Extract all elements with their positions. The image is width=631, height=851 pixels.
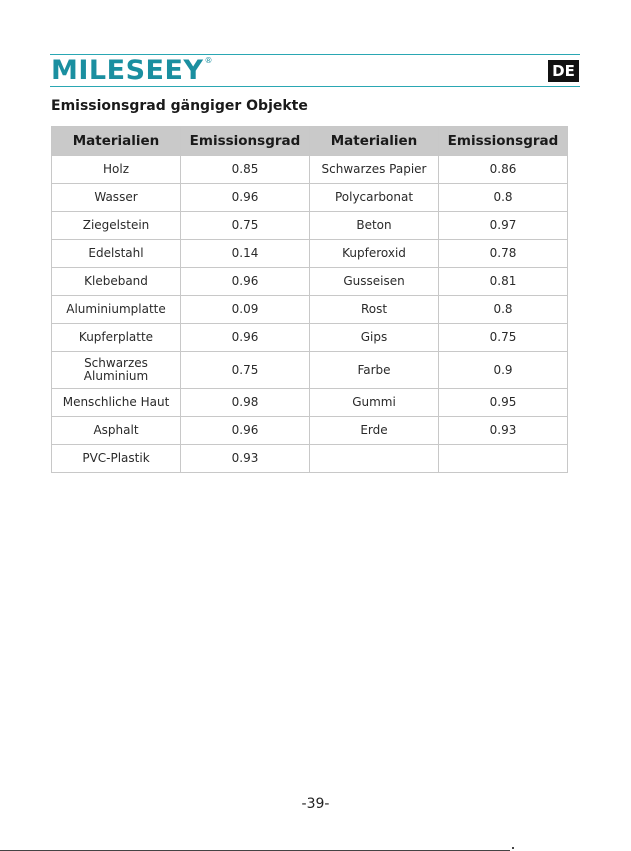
emissivity-cell: 0.78 [439,240,568,268]
registered-mark: ® [204,56,213,65]
material-cell: Asphalt [52,417,181,445]
page-number: -39- [301,796,330,812]
material-cell: Wasser [52,184,181,212]
emissivity-cell: 0.9 [439,352,568,389]
material-cell: Beton [310,212,439,240]
emissivity-cell: 0.75 [439,324,568,352]
header-rule-bottom [50,86,580,87]
material-cell: Menschliche Haut [52,389,181,417]
emissivity-cell: 0.95 [439,389,568,417]
material-cell: Klebeband [52,268,181,296]
language-badge: DE [548,60,579,82]
emissivity-cell: 0.98 [181,389,310,417]
emissivity-table [51,126,568,473]
material-cell: Aluminiumplatte [52,296,181,324]
table-row [52,417,568,445]
table-row [52,389,568,417]
table-row [52,156,568,184]
column-header-material-left: Materialien [52,127,181,156]
material-cell: Gusseisen [310,268,439,296]
brand-logo [51,54,212,86]
table-row [52,268,568,296]
material-cell: Holz [52,156,181,184]
table-row [52,445,568,473]
material-cell: Polycarbonat [310,184,439,212]
brand-name: MILESEEY [51,54,204,86]
emissivity-cell: 0.93 [181,445,310,473]
material-cell: Gips [310,324,439,352]
material-cell: Kupferplatte [52,324,181,352]
material-cell: Rost [310,296,439,324]
emissivity-cell: 0.75 [181,352,310,389]
material-cell: Edelstahl [52,240,181,268]
table-row [52,296,568,324]
section-title: Emissionsgrad gängiger Objekte [51,98,308,114]
emissivity-cell: 0.85 [181,156,310,184]
table-row [52,184,568,212]
emissivity-cell: 0.96 [181,417,310,445]
material-cell: Schwarzes Aluminium [52,352,181,389]
column-header-emissivity-left: Emissionsgrad [181,127,310,156]
emissivity-cell [439,445,568,473]
material-cell: Farbe [310,352,439,389]
emissivity-cell: 0.81 [439,268,568,296]
material-cell: Ziegelstein [52,212,181,240]
table-header-row [52,127,568,156]
table-row [52,240,568,268]
emissivity-cell: 0.8 [439,184,568,212]
emissivity-cell: 0.8 [439,296,568,324]
emissivity-cell: 0.96 [181,184,310,212]
emissivity-cell: 0.75 [181,212,310,240]
material-cell: PVC-Plastik [52,445,181,473]
column-header-emissivity-right: Emissionsgrad [439,127,568,156]
table-row [52,352,568,389]
material-cell: Gummi [310,389,439,417]
footer-mark [512,847,514,849]
material-cell [310,445,439,473]
emissivity-cell: 0.14 [181,240,310,268]
material-cell: Schwarzes Papier [310,156,439,184]
emissivity-cell: 0.96 [181,324,310,352]
material-cell: Kupferoxid [310,240,439,268]
emissivity-cell: 0.93 [439,417,568,445]
emissivity-cell: 0.97 [439,212,568,240]
column-header-material-right: Materialien [310,127,439,156]
emissivity-cell: 0.96 [181,268,310,296]
emissivity-cell: 0.86 [439,156,568,184]
table-row [52,212,568,240]
emissivity-cell: 0.09 [181,296,310,324]
table-row [52,324,568,352]
material-cell: Erde [310,417,439,445]
